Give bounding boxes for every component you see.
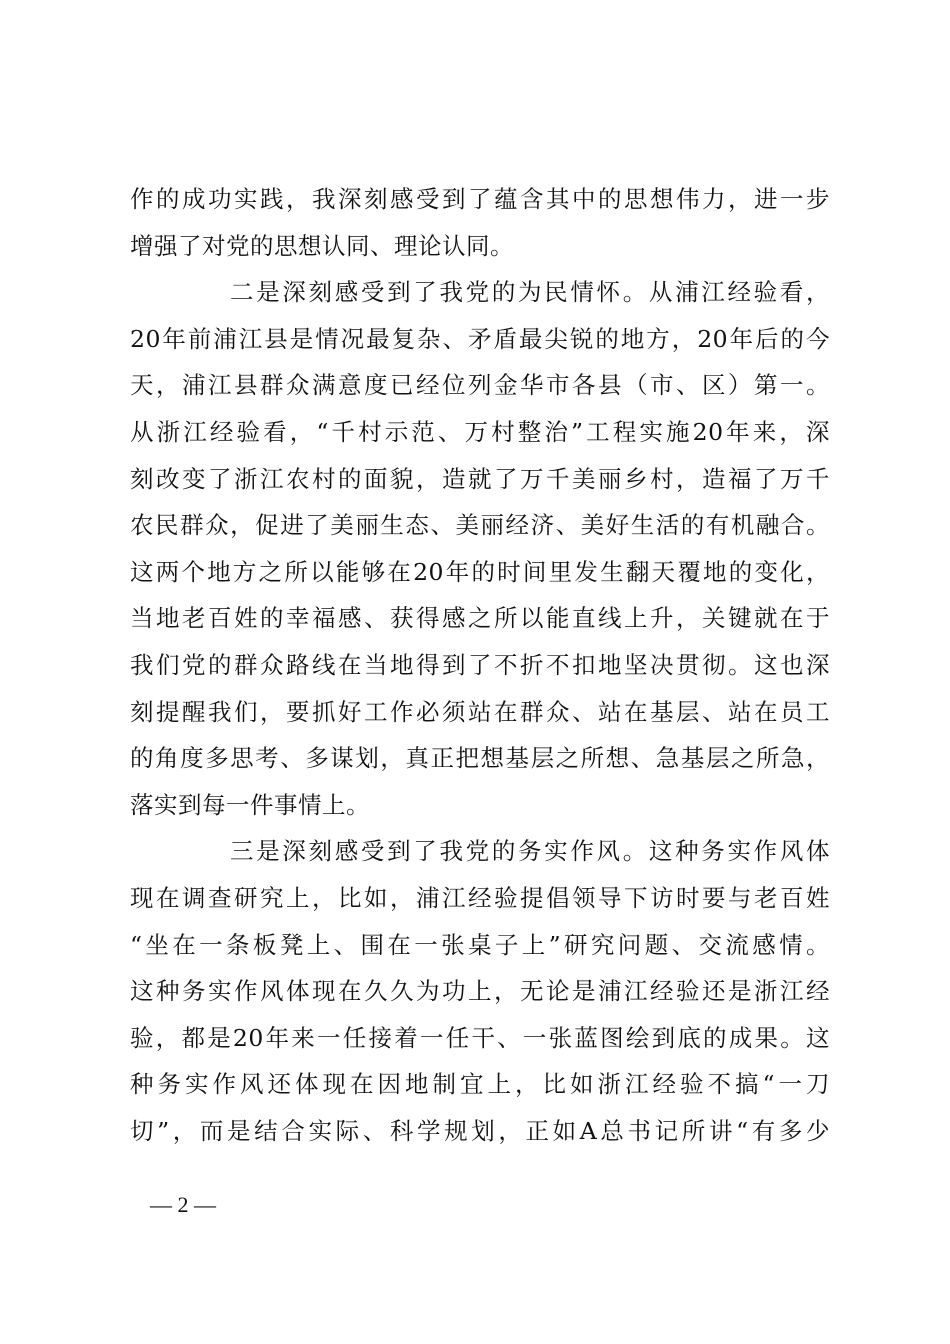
text-line: 增强了对党的思想认同、理论认同。 (130, 231, 514, 260)
text-line: 天，浦江县群众满意度已经位列金华市各县（市、区）第一。 (130, 371, 830, 400)
text-line: 二是深刻感受到了我党的为民情怀。从浦江经验看， (230, 278, 830, 307)
text-line: 切”，而是结合实际、科学规划，正如A总书记所讲“有多少 (130, 1116, 830, 1145)
text-line: 20年前浦江县是情况最复杂、矛盾最尖锐的地方，20年后的今 (130, 324, 830, 353)
body-text (130, 176, 830, 1154)
text-line: 落实到每一件事情上。 (130, 790, 370, 819)
text-line: 刻改变了浙江农村的面貌，造就了万千美丽乡村，造福了万千 (130, 464, 830, 493)
text-line: 作的成功实践，我深刻感受到了蕴含其中的思想伟力，进一步 (130, 185, 830, 213)
page-number: — 2 — (150, 1192, 216, 1217)
text-line: 的角度多思考、多谋划，真正把想基层之所想、急基层之所急， (130, 744, 830, 773)
text-line: 农民群众，促进了美丽生态、美丽经济、美好生活的有机融合。 (130, 511, 830, 540)
text-line: 当地老百姓的幸福感、获得感之所以能直线上升，关键就在于 (130, 604, 830, 633)
text-line: 现在调查研究上，比如，浦江经验提倡领导下访时要与老百姓 (130, 883, 830, 912)
text-line: 种务实作风还体现在因地制宜上，比如浙江经验不搞“一刀 (130, 1070, 830, 1099)
text-line: 我们党的群众路线在当地得到了不折不扣地坚决贯彻。这也深 (130, 650, 830, 679)
text-line: 这种务实作风体现在久久为功上，无论是浦江经验还是浙江经 (130, 977, 830, 1006)
text-line: 从浙江经验看，“千村示范、万村整治”工程实施20年来，深 (130, 417, 830, 446)
text-line: 三是深刻感受到了我党的务实作风。这种务实作风体 (230, 837, 830, 866)
text-line: 验，都是20年来一任接着一任干、一张蓝图绘到底的成果。这 (130, 1023, 830, 1052)
text-line: 刻提醒我们，要抓好工作必须站在群众、站在基层、站在员工 (130, 697, 830, 726)
text-line: 这两个地方之所以能够在20年的时间里发生翻天覆地的变化， (130, 557, 830, 586)
text-line: “坐在一条板凳上、围在一张桌子上”研究问题、交流感情。 (130, 930, 830, 959)
